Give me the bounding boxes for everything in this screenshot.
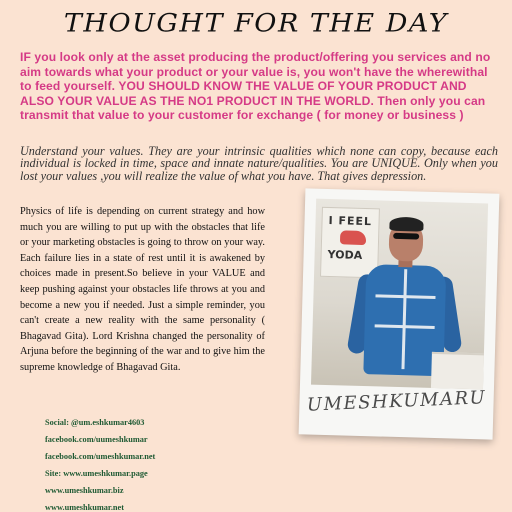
body-paragraph: Physics of life is depending on current strategy and how much you are willing to put up with the obstacles that life or your marketing obstacles is going to throw on your way. Each failure lies in a state of rest until it is awakened by choices made in present.So believe in your VALUE and keep pushing against your obstacles life throws at you and become a new you if needed. Just a simple reminder, you can't create a new reality with the same personality ( Bhagavad Gita). Lord Krishna changed the personality of Arjuna before the beginning of the war and to give him the supreme knowledge of Bhagavad Gita. [20,206,265,373]
polaroid-photo [299,188,500,439]
person-hair [389,217,423,232]
page-title: THOUGHT FOR THE DAY [63,9,449,38]
handwritten-signature: UMESHKUMARU [306,387,487,416]
site-link-net[interactable]: www.umeshkumar.net [45,503,124,512]
social-links [45,414,285,512]
values-paragraph: Understand your values. They are your intrinsic qualities which none can copy, because each individual is locked in time, space and innate nature/qualities. You are UNIQUE. Only when you lost your values ,you will realize the value of what you have. That gives depression. [20,144,498,183]
site-link-page[interactable]: Site: www.umeshkumar.page [45,469,148,478]
lead-paragraph: IF you look only at the asset producing the product/offering you services and no aim towards what your product or your value is, you won't have the wherewithal to feed yourself. YOU SHOULD KNOW THE VALUE OF YOUR PRODUCT AND ALSO YOUR VALUE AS THE NO1 PRODUCT IN THE WORLD. Then only you can transmit that value to your customer for exchange ( for money or business ) [20,50,491,122]
scooter-graphic [340,230,366,245]
poster-text-top: I FEEL [328,213,373,229]
facebook-link-1[interactable]: facebook.com/uumeshkumar [45,435,148,444]
social-handle[interactable]: Social: @um.eshkumar4603 [45,418,145,427]
wall-poster [320,207,380,279]
sunglasses-icon [393,233,419,240]
background-table [431,352,488,389]
portrait-photo [311,199,488,390]
poster-text-bottom: YODA [327,247,363,262]
site-link-biz[interactable]: www.umeshkumar.biz [45,486,124,495]
facebook-link-2[interactable]: facebook.com/umeshkumar.net [45,452,156,461]
